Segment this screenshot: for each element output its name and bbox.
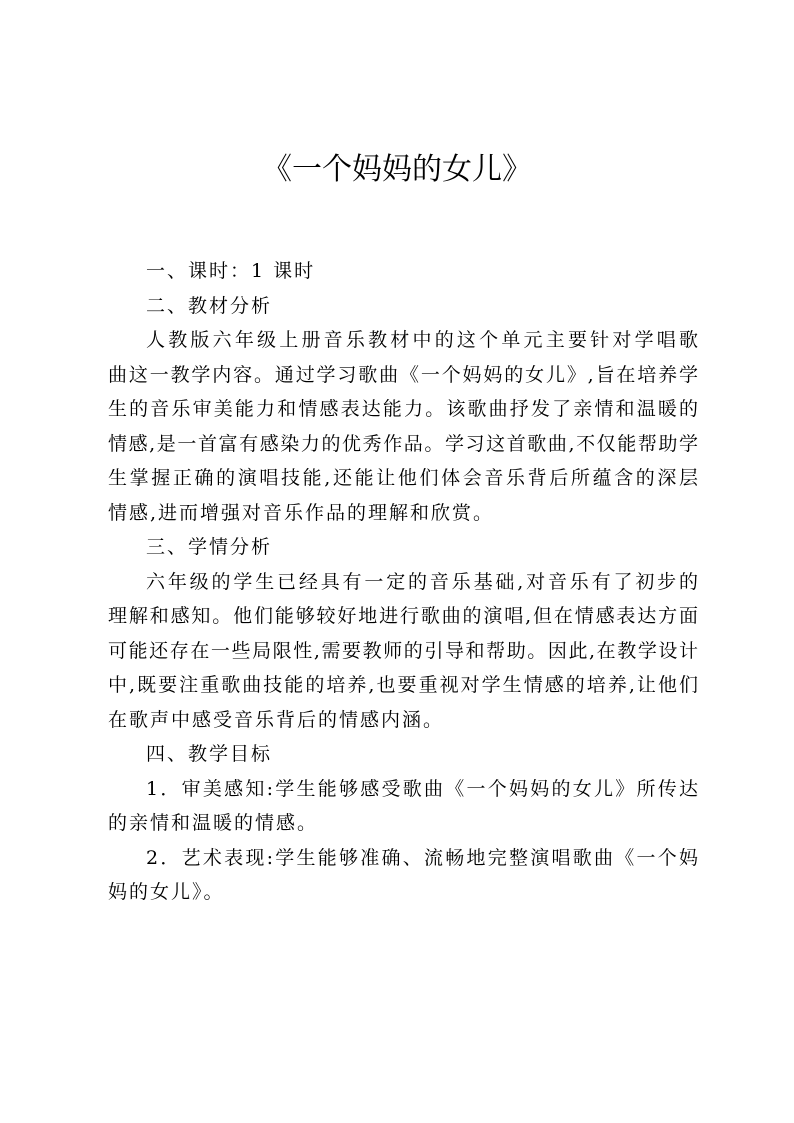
- paragraph-line: 六年级的学生已经具有一定的音乐基础,对音乐有了初步的: [146, 570, 698, 593]
- paragraph-line: 在歌声中感受音乐背后的情感内涵。: [108, 708, 445, 731]
- goal-item-1-continued: 的亲情和温暖的情感。: [108, 812, 319, 834]
- paragraph-line: 情感,是一首富有感染力的优秀作品。学习这首歌曲,不仅能帮助学: [108, 432, 698, 455]
- paragraph-line: 可能还存在一些局限性,需要教师的引导和帮助。因此,在教学设计: [108, 639, 698, 662]
- section-lesson-hours: 一、课时：1 课时: [146, 260, 316, 282]
- goal-item-1: 1．审美感知:学生能够感受歌曲《一个妈妈的女儿》所传达: [146, 777, 698, 800]
- section-heading-teaching-goals: 四、教学目标: [146, 743, 273, 765]
- paragraph-line: 理解和感知。他们能够较好地进行歌曲的演唱,但在情感表达方面: [108, 605, 698, 627]
- document-title: 《一个妈妈的女儿》: [262, 152, 532, 187]
- section-heading-textbook-analysis: 二、教材分析: [146, 294, 273, 317]
- paragraph-line: 中,既要注重歌曲技能的培养,也要重视对学生情感的培养,让他们: [108, 674, 698, 696]
- document-body: [108, 254, 698, 910]
- goal-item-2: 2．艺术表现:学生能够准确、流畅地完整演唱歌曲《一个妈: [146, 846, 698, 869]
- paragraph-line: 情感,进而增强对音乐作品的理解和欣赏。: [108, 501, 495, 524]
- paragraph-line: 生的音乐审美能力和情感表达能力。该歌曲抒发了亲情和温暖的: [108, 398, 698, 420]
- paragraph-line: 曲这一教学内容。通过学习歌曲《一个妈妈的女儿》,旨在培养学: [108, 363, 698, 386]
- paragraph-line: 生掌握正确的演唱技能,还能让他们体会音乐背后所蕴含的深层: [108, 467, 698, 489]
- paragraph-line: 人教版六年级上册音乐教材中的这个单元主要针对学唱歌: [146, 329, 698, 351]
- section-heading-student-analysis: 三、学情分析: [146, 536, 273, 558]
- goal-item-2-continued: 妈的女儿》。: [108, 881, 225, 903]
